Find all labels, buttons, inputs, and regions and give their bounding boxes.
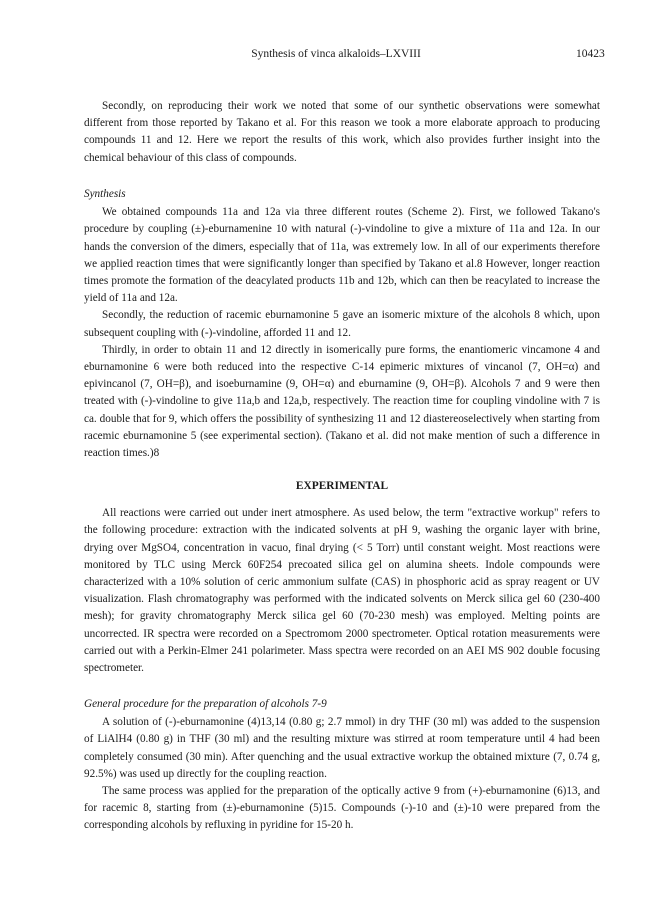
synthesis-heading: Synthesis (84, 188, 126, 200)
general-procedure-section (84, 696, 600, 835)
page-header (0, 48, 672, 64)
general-procedure-heading: General procedure for the preparation of alcohols 7-9 (84, 698, 327, 710)
intro-paragraph: Secondly, on reproducing their work we noted that some of our synthetic observations were somewhat different from those reported by Takano et al. For this reason we took a more elaborate approach to producing compounds 11 and 12. Here we report the results of this work, which also provides further insight into the chemical behaviour of this class of compounds. (84, 100, 600, 164)
general-procedure-paragraph-2: The same process was applied for the preparation of the optically active 9 from (+)-eburnamonine (6)13, and for racemic 8, starting from (±)-eburnamonine (5)15. Compounds (-)-10 and (±)-10 were prepared from the corresponding alcohols by refluxing in pyridine for 15-20 h. (84, 785, 600, 832)
synthesis-section (84, 186, 600, 462)
synthesis-paragraph-2: Secondly, the reduction of racemic eburnamonine 5 gave an isomeric mixture of the alcohols 8 which, upon subsequent coupling with (-)-vindoline, afforded 11 and 12. (84, 309, 600, 339)
general-procedure-paragraph-1: A solution of (-)-eburnamonine (4)13,14 (0.80 g; 2.7 mmol) in dry THF (30 ml) was added to the suspension of LiAlH4 (0.80 g) in THF (30 ml) and the resulting mixture was stirred at room temperature until 4 had been completely consumed (30 min). After quenching and the usual extractive workup the obtained mixture (7, 0.74 g, 92.5%) was used up directly for the coupling reaction. (84, 716, 600, 780)
experimental-section (84, 478, 600, 677)
synthesis-paragraph-1: We obtained compounds 11a and 12a via three different routes (Scheme 2). First, we followed Takano's procedure by coupling (±)-eburnamenine 10 with natural (-)-vindoline to give a mixture of 11a and 12a. In our hands the conversion of the dimers, especially that of 11a, was extremely low. In all of our experiments therefore we applied reaction times that were significantly longer than specified by Takano et al.8 However, longer reaction times promote the formation of the deacylated products 11b and 12b, which can then be reacylated to increase the yield of 11a and 12a. (84, 206, 600, 305)
experimental-paragraph: All reactions were carried out under inert atmosphere. As used below, the term "extractive workup" refers to the following procedure: extraction with the indicated solvents at pH 9, washing the organic layer with brine, drying over MgSO4, concentration in vacuo, final drying (< 5 Torr) until constant weight. Most reactions were monitored by TLC using Merck 60F254 precoated silica gel on alumina sheets. Indole compounds were characterized with a 10% solution of ceric ammonium sulfate (CAS) in phosphoric acid as spray reagent or UV visualization. Flash chromatography was performed with the indicated solvents on Merck silica gel 60 (230-400 mesh); for gravity chromatography Merck silica gel 60 (70-230 mesh) was employed. Melting points are uncorrected. IR spectra were recorded on a Spectromom 2000 spectrometer. Optical rotation measurements were carried out with a Perkin-Elmer 241 polarimeter. Mass spectra were recorded on an AEI MS 902 double focusing spectrometer. (84, 507, 600, 675)
intro-section (84, 98, 600, 167)
running-title: Synthesis of vinca alkaloids–LXVIII (251, 48, 421, 60)
synthesis-paragraph-3: Thirdly, in order to obtain 11 and 12 directly in isomerically pure forms, the enantiomeric vincamone 4 and eburnamonine 6 were both reduced into the respective C-14 epimeric mixtures of vincanol (7, OH=α) and epivincanol (7, OH=β), and isoeburnamine (9, OH=α) and eburnamine (9, OH=β). Alcohols 7 and 9 were then treated with (-)-vindoline to give 11a,b and 12a,b, respectively. The reaction time for coupling vindoline with 7 is ca. double that for 9, which offers the possibility of synthesizing 11 and 12 diastereoselectively when starting from racemic eburnamonine 5 (see experimental section). (Takano et al. did not make mention of such a difference in reaction times.)8 (84, 343, 600, 460)
page-number: 10423 (576, 48, 605, 60)
experimental-heading: EXPERIMENTAL (295, 480, 389, 492)
